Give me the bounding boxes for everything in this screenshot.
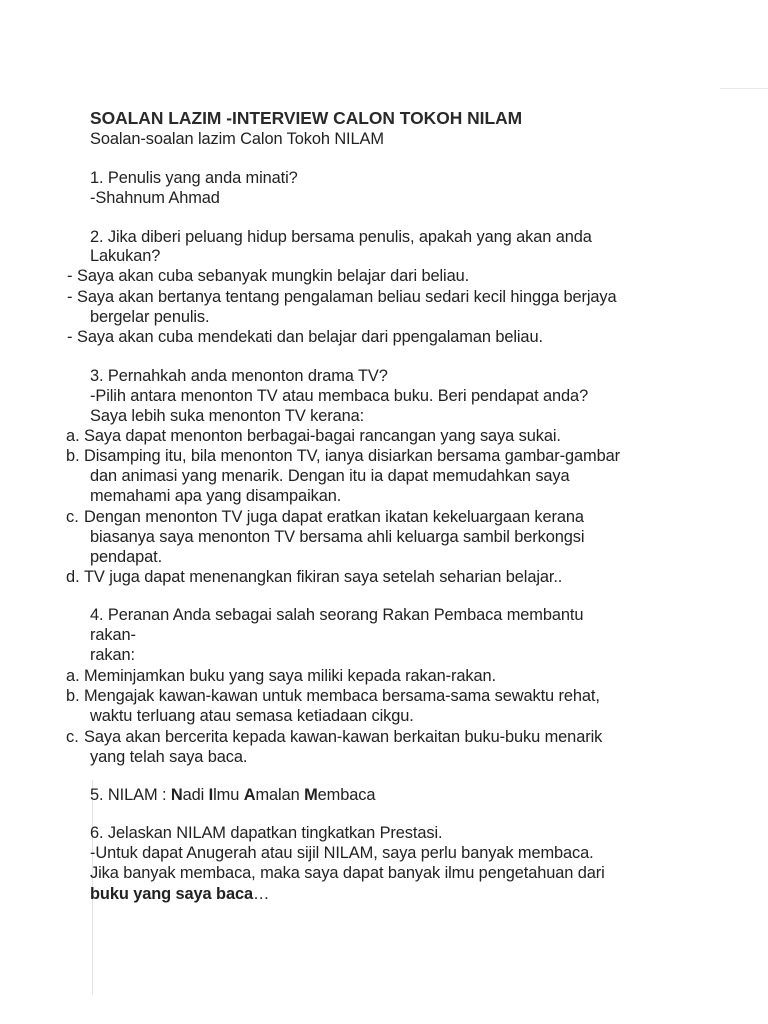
document-title: SOALAN LAZIM -INTERVIEW CALON TOKOH NILAM xyxy=(90,108,523,128)
question-3: 3. Pernahkah anda menonton drama TV? xyxy=(90,367,388,385)
answer-6-line-1: -Untuk dapat Anugerah atau sijil NILAM, saya perlu banyak membaca. xyxy=(90,844,594,862)
answer-3c: Dengan menonton TV juga dapat eratkan ikatan kekeluargaan kerana xyxy=(84,508,584,526)
answer-2-item-2: Saya akan bertanya tentang pengalaman beliau sedari kecil hingga berjaya xyxy=(77,288,617,306)
acronym-rest: malan xyxy=(255,786,305,804)
answer-4a: Meminjamkan buku yang saya miliki kepada rakan-rakan. xyxy=(84,667,496,685)
list-marker: b. xyxy=(66,687,80,705)
answer-3a: Saya dapat menonton berbagai-bagai rancangan yang saya sukai. xyxy=(84,427,561,445)
list-bullet: - xyxy=(67,267,73,285)
acronym-rest: embaca xyxy=(317,786,376,804)
list-marker: c. xyxy=(66,508,79,526)
answer-4c: Saya akan bercerita kepada kawan-kawan berkaitan buku-buku menarik xyxy=(84,728,603,746)
list-marker: c. xyxy=(66,728,79,746)
answer-2-item-3: Saya akan cuba mendekati dan belajar dari ppengalaman beliau. xyxy=(77,328,543,346)
acronym-letter: N xyxy=(170,786,183,804)
answer-3c-cont-1: biasanya saya menonton TV bersama ahli keluarga sambil berkongsi xyxy=(90,528,585,546)
acronym-rest: adi xyxy=(182,786,209,804)
acronym-letter: A xyxy=(243,786,256,804)
question-3-intro: Saya lebih suka menonton TV kerana: xyxy=(90,407,365,425)
acronym-letter: M xyxy=(304,786,318,804)
nilam-acronym xyxy=(90,785,375,805)
answer-3b-cont-1: dan animasi yang menarik. Dengan itu ia dapat memudahkan saya xyxy=(90,467,570,485)
question-2-line-1: 2. Jika diberi peluang hidup bersama penulis, apakah yang akan anda xyxy=(90,228,592,246)
question-2-line-2: Lakukan? xyxy=(90,247,161,265)
page-edge xyxy=(720,88,768,89)
list-marker: a. xyxy=(66,427,80,445)
answer-2-item-1: Saya akan cuba sebanyak mungkin belajar dari beliau. xyxy=(77,267,470,285)
answer-3c-cont-2: pendapat. xyxy=(90,548,163,566)
list-bullet: - xyxy=(67,328,73,346)
answer-4c-cont: yang telah saya baca. xyxy=(90,748,248,766)
question-4-line-1: 4. Peranan Anda sebagai salah seorang Rakan Pembaca membantu xyxy=(90,606,584,624)
list-marker: b. xyxy=(66,447,80,465)
acronym-letter: I xyxy=(208,786,214,804)
answer-6-ellipsis: … xyxy=(253,885,270,903)
question-4-line-3: rakan: xyxy=(90,646,135,664)
answer-4b-cont: waktu terluang atau semasa ketiadaan cikgu. xyxy=(90,707,414,725)
question-3-followup: -Pilih antara menonton TV atau membaca buku. Beri pendapat anda? xyxy=(90,387,589,405)
acronym-rest: lmu xyxy=(213,786,244,804)
question-4-line-2: rakan- xyxy=(90,626,136,644)
question-1: 1. Penulis yang anda minati? xyxy=(90,169,298,187)
answer-3b-cont-2: memahami apa yang disampaikan. xyxy=(90,487,342,505)
answer-2-item-2-cont: bergelar penulis. xyxy=(90,308,210,326)
list-marker: a. xyxy=(66,667,80,685)
answer-3b: Disamping itu, bila menonton TV, ianya disiarkan bersama gambar-gambar xyxy=(84,447,620,465)
document-subtitle: Soalan-soalan lazim Calon Tokoh NILAM xyxy=(90,130,384,148)
question-6: 6. Jelaskan NILAM dapatkan tingkatkan Prestasi. xyxy=(90,824,443,842)
answer-4b: Mengajak kawan-kawan untuk membaca bersama-sama sewaktu rehat, xyxy=(84,687,600,705)
answer-6-line-3 xyxy=(90,884,269,904)
list-marker: d. xyxy=(66,568,80,586)
list-bullet: - xyxy=(67,288,73,306)
answer-1: -Shahnum Ahmad xyxy=(90,189,220,207)
nilam-prefix: 5. NILAM : xyxy=(90,786,171,804)
answer-6-line-2: Jika banyak membaca, maka saya dapat banyak ilmu pengetahuan dari xyxy=(90,864,605,882)
answer-6-bold-text: buku yang saya baca xyxy=(90,885,253,903)
answer-3d: TV juga dapat menenangkan fikiran saya setelah seharian belajar.. xyxy=(84,568,563,586)
